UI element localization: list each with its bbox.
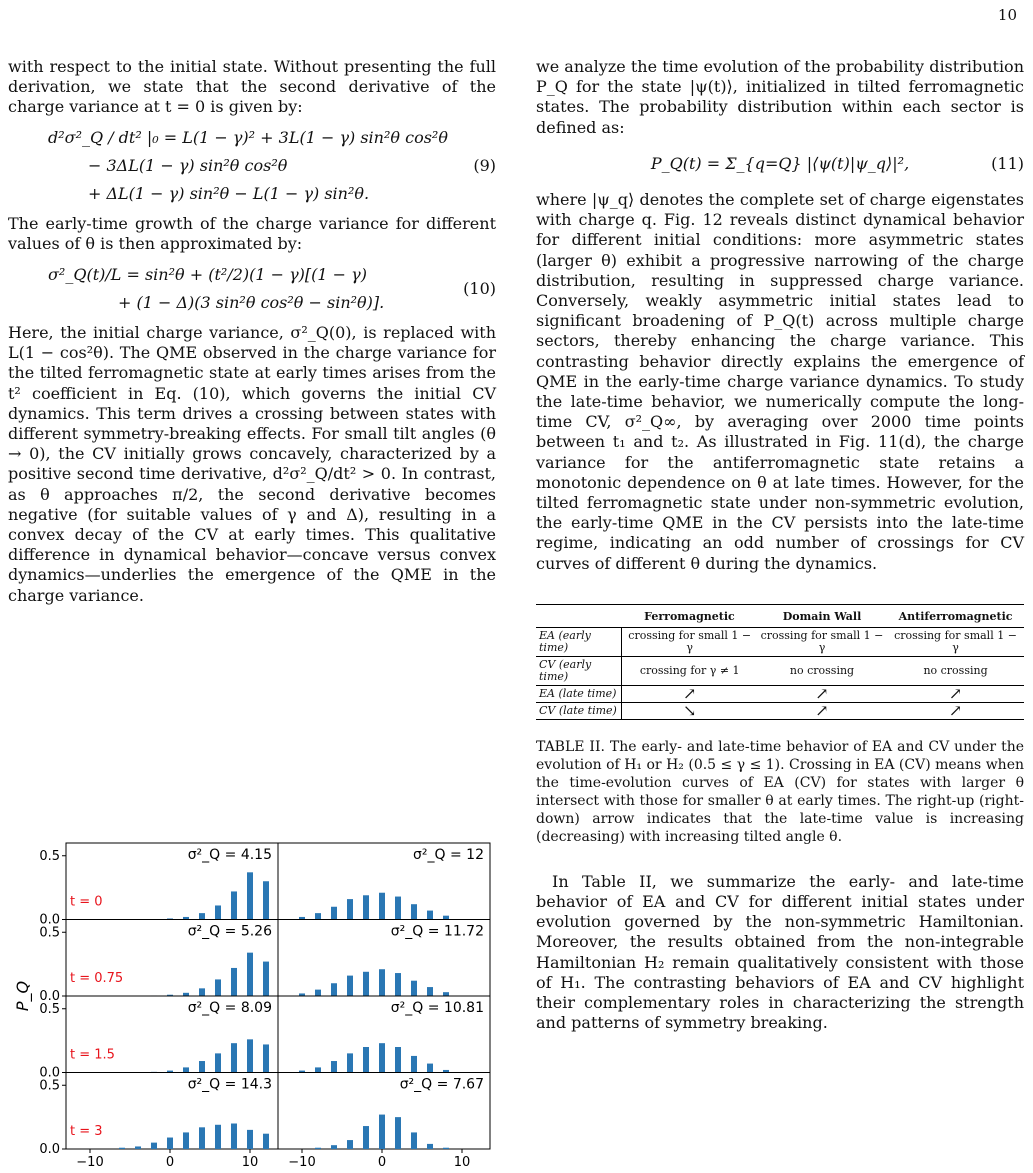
bar — [347, 1053, 353, 1072]
bar — [427, 1144, 433, 1149]
table-cell: ↗ — [887, 702, 1024, 719]
eq11-number: (11) — [991, 153, 1024, 173]
bar — [231, 1124, 237, 1150]
variance-label: σ²_Q = 11.72 — [390, 923, 484, 940]
table-cell: no crossing — [757, 656, 887, 685]
variance-label: σ²_Q = 14.3 — [187, 1076, 272, 1093]
table-header-empty — [536, 604, 622, 627]
bar — [411, 1132, 417, 1149]
x-tick-label: 10 — [453, 1155, 471, 1170]
bar — [395, 897, 401, 920]
table-header-antiferromagnetic: Antiferromagnetic — [887, 604, 1024, 627]
table-cell: ↗ — [757, 685, 887, 702]
x-tick-label: 0 — [165, 1155, 175, 1170]
figure-12-charge-distribution — [8, 840, 498, 1170]
bar — [379, 1043, 385, 1072]
table-ii — [536, 604, 1024, 720]
table-cell: CV (early time) — [536, 656, 622, 685]
y-tick-label: 0.0 — [39, 1142, 60, 1157]
bar — [231, 891, 237, 919]
bar — [263, 962, 269, 996]
bar — [363, 972, 369, 996]
variance-label: σ²_Q = 5.26 — [187, 923, 272, 940]
bar — [215, 905, 221, 919]
bar — [443, 916, 449, 920]
bar — [263, 881, 269, 919]
bar — [347, 1140, 353, 1149]
table-row — [536, 702, 1024, 719]
table-ii-caption: TABLE II. The early- and late-time behavior of EA and CV under the evolution of H₁ or H₂ (0.5 ≤ γ ≤ 1). Crossing in EA (CV) means when the time-evolution curves of EA (CV) for states with larger θ intersect with those for smaller θ at early times. The right-up (right-down) arrow indicates that the late-time value is increasing (decreasing) with increasing tilted angle θ. — [536, 738, 1024, 845]
table-row — [536, 685, 1024, 702]
bar — [427, 911, 433, 920]
bar — [215, 979, 221, 996]
table-cell: ↗ — [757, 702, 887, 719]
y-tick-label: 0.0 — [39, 912, 60, 928]
x-tick-label: −10 — [288, 1155, 316, 1170]
y-tick-label: 0.5 — [39, 1001, 60, 1017]
bar — [379, 893, 385, 920]
eq11-body: P_Q(t) = Σ_{q=Q} |⟨ψ(t)|ψ_q⟩|², — [650, 153, 910, 173]
table-header-ferromagnetic: Ferromagnetic — [622, 604, 757, 627]
y-tick-label: 0.0 — [39, 1065, 60, 1081]
eq9-line-2: − 3ΔL(1 − γ) sin²θ cos²θ — [88, 155, 288, 175]
left-column — [8, 57, 496, 606]
time-label: t = 3 — [70, 1124, 103, 1139]
bar — [379, 969, 385, 996]
bar — [395, 1047, 401, 1073]
y-tick-label: 0.0 — [39, 989, 60, 1004]
table-cell: ↗ — [887, 685, 1024, 702]
equation-10 — [8, 265, 496, 313]
eq10-line-1: σ²_Q(t)/L = sin²θ + (t²/2)(1 − γ)[(1 − γ) — [48, 264, 367, 284]
table-row — [536, 656, 1024, 685]
bar — [183, 1067, 189, 1072]
table-cell: crossing for small 1 − γ — [757, 627, 887, 656]
bar — [331, 907, 337, 920]
bar — [331, 1145, 337, 1149]
variance-label: σ²_Q = 7.67 — [399, 1076, 484, 1093]
bar — [315, 1148, 321, 1149]
page-number: 10 — [997, 6, 1017, 24]
time-label: t = 1.5 — [70, 1047, 115, 1063]
table-header-row — [536, 604, 1024, 627]
paragraph-intro: with respect to the initial state. Without presenting the full derivation, we state that the second derivative of the charge variance at t = 0 is given by: — [8, 57, 496, 117]
variance-label: σ²_Q = 4.15 — [187, 847, 272, 863]
equation-9 — [8, 128, 496, 205]
bar — [443, 1148, 449, 1149]
bar — [315, 990, 321, 996]
bar — [395, 973, 401, 996]
bar — [411, 981, 417, 996]
bar — [247, 1039, 253, 1072]
bar — [347, 899, 353, 919]
bar — [411, 904, 417, 919]
bar — [347, 976, 353, 996]
x-tick-label: −10 — [76, 1155, 104, 1170]
variance-label: σ²_Q = 12 — [413, 847, 484, 863]
table-cell: EA (early time) — [536, 627, 622, 656]
table-cell: CV (late time) — [536, 702, 622, 719]
y-tick-label: 0.5 — [39, 1078, 60, 1094]
bar — [247, 872, 253, 919]
bar — [315, 1067, 321, 1072]
table-cell: no crossing — [887, 656, 1024, 685]
paragraph-summary: In Table II, we summarize the early- and late-time behavior of EA and CV for different initial states under evolution governed by the non-symmetric Hamiltonian. Moreover, the results obtained from the non-integrable Hamiltonian H₂ remain qualitatively consistent with those of H₁. The contrasting behaviors of EA and CV highlight their complementary roles in characterizing the strength and patterns of symmetry breaking. — [536, 871, 1024, 1033]
eq9-line-3: + ΔL(1 − γ) sin²θ − L(1 − γ) sin²θ. — [88, 184, 370, 204]
table-cell: crossing for small 1 − γ — [887, 627, 1024, 656]
eq9-line-1: d²σ²_Q / dt² |₀ = L(1 − γ)² + 3L(1 − γ) sin²θ cos²θ — [48, 127, 448, 147]
bar — [199, 988, 205, 996]
x-tick-label: 10 — [241, 1155, 259, 1170]
time-label: t = 0.75 — [70, 971, 124, 986]
bar — [167, 1138, 173, 1149]
bar — [199, 913, 205, 919]
time-label: t = 0 — [70, 894, 103, 910]
x-tick-label: 0 — [377, 1155, 387, 1170]
table-cell: ↘ — [622, 702, 757, 719]
bar — [199, 1127, 205, 1149]
bar — [379, 1115, 385, 1149]
bar — [363, 1047, 369, 1073]
y-tick-label: 0.5 — [39, 925, 60, 941]
y-axis-label: P_Q — [13, 980, 32, 1012]
bar — [247, 953, 253, 996]
bar — [119, 1148, 125, 1149]
bar — [247, 1130, 253, 1149]
equation-11 — [536, 154, 1024, 174]
variance-label: σ²_Q = 10.81 — [390, 1000, 484, 1016]
bar — [215, 1053, 221, 1072]
bar — [183, 1132, 189, 1149]
bar — [427, 987, 433, 996]
bar — [331, 1061, 337, 1072]
paragraph-qme: Here, the initial charge variance, σ²_Q(0), is replaced with L(1 − cos²θ). The QME observed in the charge variance for the tilted ferromagnetic state at early times arises from the t² coefficient in Eq. (10), which governs the initial CV dynamics. This term drives a crossing between states with different symmetry-breaking effects. For small tilt angles (θ → 0), the CV initially grows concavely, characterized by a positive second time derivative, d²σ²_Q/dt² > 0. In contrast, as θ approaches π/2, the second derivative becomes negative (for suitable values of γ and Δ), resulting in a convex decay of the CV at early times. This qualitative difference in dynamical behavior—concave versus convex dynamics—underlies the emergence of the QME in the charge variance. — [8, 323, 496, 605]
bar — [395, 1117, 401, 1149]
bar — [331, 983, 337, 996]
bar — [427, 1064, 433, 1073]
bar — [151, 1143, 157, 1149]
bar — [363, 895, 369, 919]
bar — [263, 1044, 269, 1072]
bar — [443, 992, 449, 996]
bar — [199, 1061, 205, 1072]
bar — [135, 1146, 141, 1149]
bar — [315, 913, 321, 919]
bar — [231, 968, 237, 996]
paragraph-distribution: we analyze the time evolution of the probability distribution P_Q for the state |ψ(t)⟩, initialized in tilted ferromagnetic states. The probability distribution within each sector is defined as: — [536, 57, 1024, 137]
bar — [263, 1134, 269, 1149]
bar — [215, 1125, 221, 1149]
variance-label: σ²_Q = 8.09 — [187, 1000, 272, 1016]
table-cell: crossing for small 1 − γ — [622, 627, 757, 656]
eq10-line-2: + (1 − Δ)(3 sin²θ cos²θ − sin²θ)]. — [118, 292, 385, 312]
bar — [231, 1043, 237, 1072]
table-cell: ↗ — [622, 685, 757, 702]
table-cell: crossing for γ ≠ 1 — [622, 656, 757, 685]
table-cell: EA (late time) — [536, 685, 622, 702]
eq10-number: (10) — [463, 278, 496, 298]
eq9-number: (9) — [473, 155, 496, 175]
table-header-domain-wall: Domain Wall — [757, 604, 887, 627]
paragraph-analysis: where |ψ_q⟩ denotes the complete set of charge eigenstates with charge q. Fig. 12 reveals distinct dynamical behavior for different initial conditions: more asymmetric states (larger θ) exhibit a progressive narrowing of the charge distribution, resulting in suppressed charge variance. Conversely, weakly asymmetric initial states lead to significant broadening of P_Q(t) across multiple charge sectors, thereby enhancing the charge variance. This contrasting behavior directly explains the emergence of QME in the early-time charge variance dynamics. To study the late-time behavior, we numerically compute the long-time CV, σ²_Q∞, by averaging over 2000 time points between t₁ and t₂. As illustrated in Fig. 11(d), the charge variance for the antiferromagnetic state retains a monotonic dependence on θ at late times. However, for the tilted ferromagnetic state under non-symmetric evolution, the early-time QME in the CV persists into the late-time regime, indicating an odd number of crossings for CV curves of different θ during the dynamics. — [536, 190, 1024, 573]
table-row — [536, 627, 1024, 656]
right-column — [536, 57, 1024, 1034]
y-tick-label: 0.5 — [39, 848, 60, 864]
bar — [363, 1126, 369, 1149]
paragraph-growth: The early-time growth of the charge variance for different values of θ is then approximated by: — [8, 214, 496, 254]
bar — [411, 1056, 417, 1073]
